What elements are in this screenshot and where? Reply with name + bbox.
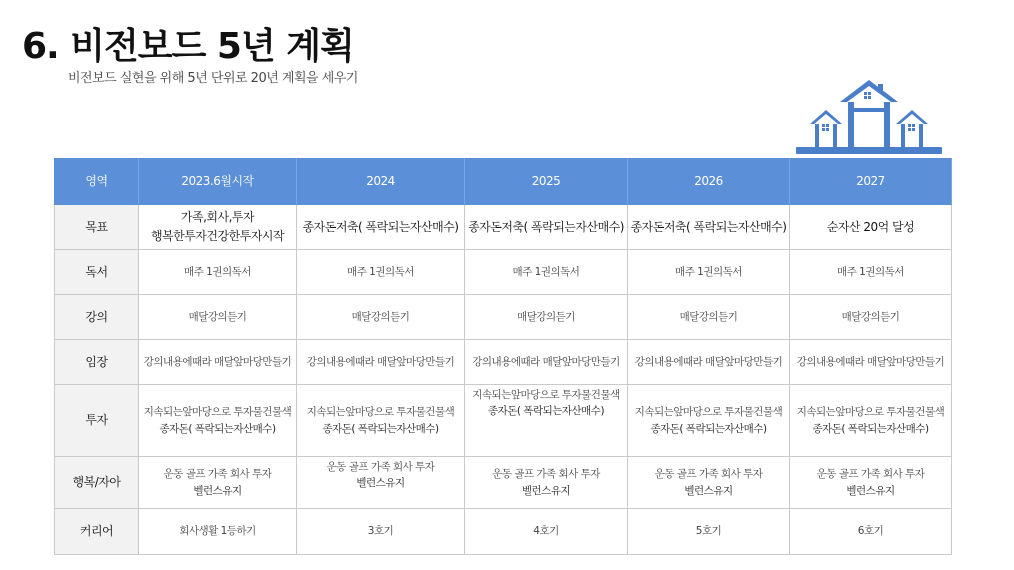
cell-text: 운동 골프 가족 회사 투자 <box>326 461 435 473</box>
column-header: 영역 <box>55 159 139 205</box>
column-header: 2027 <box>790 159 952 205</box>
table-cell <box>465 385 628 457</box>
cell-text: 운동 골프 가족 회사 투자 <box>654 468 763 481</box>
cell-text: 가족,회사,투자 <box>180 210 255 225</box>
table-cell: 매달강의듣기 <box>139 295 297 340</box>
table-cell: 회사생활 1등하기 <box>139 509 297 555</box>
table-row <box>55 250 952 295</box>
table-cell <box>628 457 790 509</box>
table-cell <box>790 385 952 457</box>
table-cell: 매주 1권의독서 <box>628 250 790 295</box>
table-cell: 강의내용에때라 매달앞마당만들기 <box>139 340 297 385</box>
table-row <box>55 340 952 385</box>
table-row <box>55 295 952 340</box>
row-header: 행복/자아 <box>55 457 139 509</box>
cell-text: 종자돈저축( 폭락되는자산매수) <box>630 219 787 234</box>
cell-text: 종자돈( 폭락되는자산매수) <box>812 422 929 435</box>
table-cell: 4호기 <box>465 509 628 555</box>
page-title: 6. 비전보드 5년 계획 <box>22 26 354 67</box>
cell-text: 종자돈( 폭락되는자산매수) <box>322 422 439 435</box>
page-subtitle: 비전보드 실현을 위해 5년 단위로 20년 계획을 세우기 <box>68 71 358 86</box>
table-header-row <box>55 159 952 205</box>
table-cell: 매주 1권의독서 <box>139 250 297 295</box>
table-cell: 강의내용에때라 매달앞마당만들기 <box>465 340 628 385</box>
table-row <box>55 457 952 509</box>
cell-text: 지속되는앞마당으로 투자물건물색 <box>143 406 292 419</box>
houses-icon <box>796 78 942 154</box>
table-cell: 매달강의듣기 <box>790 295 952 340</box>
table-cell: 매달강의듣기 <box>297 295 465 340</box>
table-row <box>55 385 952 457</box>
cell-text: 종자돈( 폭락되는자산매수) <box>650 422 767 435</box>
vision-plan-table <box>54 158 952 555</box>
table-cell <box>465 457 628 509</box>
row-header: 독서 <box>55 250 139 295</box>
table-cell <box>139 385 297 457</box>
cell-text: 지속되는앞마당으로 투자물건물색 <box>472 389 620 401</box>
table-cell: 3호기 <box>297 509 465 555</box>
table-cell <box>297 457 465 509</box>
table-cell: 매달강의듣기 <box>628 295 790 340</box>
cell-text: 지속되는앞마당으로 투자물건물색 <box>306 406 455 419</box>
table-cell: 매달강의듣기 <box>465 295 628 340</box>
row-header: 목표 <box>55 205 139 250</box>
cell-text: 순자산 20억 달성 <box>826 219 915 234</box>
cell-text: 벨런스유지 <box>684 484 733 497</box>
table-cell <box>297 205 465 250</box>
cell-text: 종자돈( 폭락되는자산매수) <box>159 422 276 435</box>
row-header: 강의 <box>55 295 139 340</box>
table-cell <box>628 385 790 457</box>
table-cell: 5호기 <box>628 509 790 555</box>
cell-text: 행복한투자건강한투자시작 <box>150 229 285 243</box>
table-row <box>55 205 952 250</box>
table-cell: 강의내용에때라 매달앞마당만들기 <box>297 340 465 385</box>
cell-text: 지속되는앞마당으로 투자물건물색 <box>634 406 783 419</box>
cell-text: 벨런스유지 <box>193 484 242 497</box>
table-cell <box>139 205 297 250</box>
table-cell <box>465 205 628 250</box>
table-cell: 매주 1권의독서 <box>790 250 952 295</box>
table-cell <box>790 205 952 250</box>
row-header: 임장 <box>55 340 139 385</box>
column-header: 2024 <box>297 159 465 205</box>
table-cell: 강의내용에때라 매달앞마당만들기 <box>628 340 790 385</box>
column-header: 2026 <box>628 159 790 205</box>
table-cell <box>790 457 952 509</box>
cell-text: 벨런스유지 <box>521 484 571 497</box>
cell-text: 운동 골프 가족 회사 투자 <box>492 468 600 481</box>
table-cell: 6호기 <box>790 509 952 555</box>
row-header: 커리어 <box>55 509 139 555</box>
table-cell: 매주 1권의독서 <box>297 250 465 295</box>
column-header: 2023.6월시작 <box>139 159 297 205</box>
cell-text: 종자돈저축( 폭락되는자산매수) <box>302 219 459 234</box>
table-cell <box>297 385 465 457</box>
cell-text: 운동 골프 가족 회사 투자 <box>816 468 925 481</box>
column-header: 2025 <box>465 159 628 205</box>
table-row <box>55 509 952 555</box>
table-cell: 매주 1권의독서 <box>465 250 628 295</box>
table-cell: 강의내용에때라 매달앞마당만들기 <box>790 340 952 385</box>
cell-text: 종자돈( 폭락되는자산매수) <box>487 405 605 418</box>
cell-text: 지속되는앞마당으로 투자물건물색 <box>796 406 945 419</box>
cell-text: 벨런스유지 <box>846 484 895 497</box>
cell-text: 운동 골프 가족 회사 투자 <box>163 468 272 481</box>
cell-text: 벨런스유지 <box>356 477 405 490</box>
cell-text: 종자돈저축( 폭락되는자산매수) <box>468 219 624 234</box>
table-cell <box>139 457 297 509</box>
table-cell <box>628 205 790 250</box>
row-header: 투자 <box>55 385 139 457</box>
